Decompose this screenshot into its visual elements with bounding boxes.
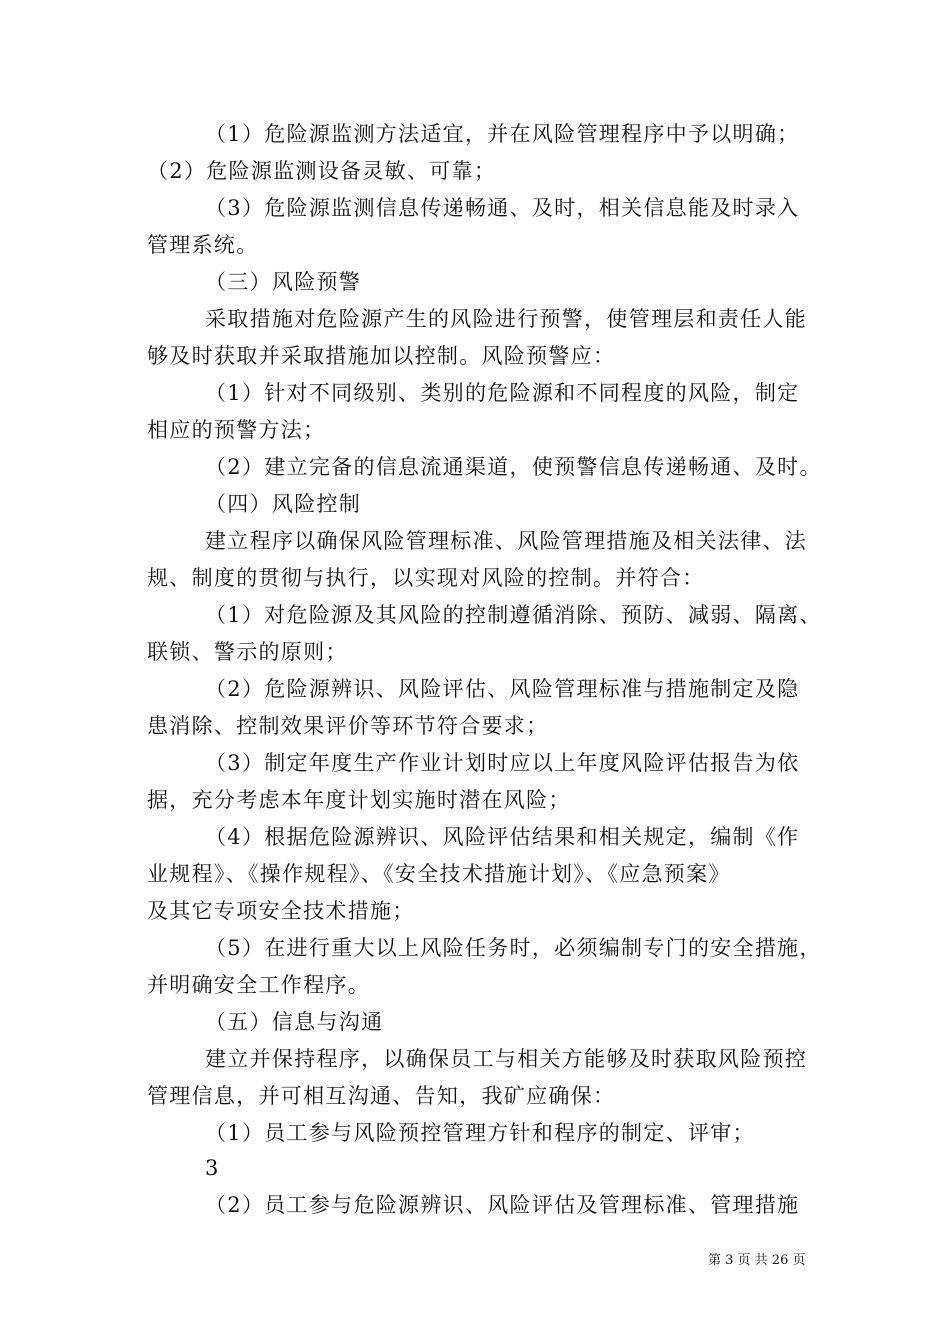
text-line: （2）危险源监测设备灵敏、可靠；: [147, 159, 497, 183]
text-line: 建立程序以确保风险管理标准、风险管理措施及相关法律、法: [205, 529, 808, 553]
section-heading: （四）风险控制: [205, 492, 362, 516]
text-line: （3）危险源监测信息传递畅通、及时，相关信息能及时录入: [205, 196, 800, 220]
text-line: 建立并保持程序，以确保员工与相关方能够及时获取风险预控: [205, 1047, 808, 1071]
text-line: 相应的预警方法；: [147, 418, 326, 442]
text-line: （3）制定年度生产作业计划时应以上年度风险评估报告为依: [205, 751, 800, 775]
text-line: 采取措施对危险源产生的风险进行预警，使管理层和责任人能: [205, 307, 808, 331]
section-heading: （三）风险预警: [205, 270, 362, 294]
text-line: 及其它专项安全技术措施；: [147, 899, 415, 923]
text-line: （4）根据危险源辨识、风险评估结果和相关规定，编制《作: [205, 825, 800, 849]
text-line: （2）危险源辨识、风险评估、风险管理标准与措施制定及隐: [205, 677, 800, 701]
text-line: （1）危险源监测方法适宜，并在风险管理程序中予以明确；: [205, 122, 800, 146]
text-line: （1）员工参与风险预控管理方针和程序的制定、评审；: [205, 1121, 755, 1145]
text-line: （1）对危险源及其风险的控制遵循消除、预防、减弱、隔离、: [205, 603, 822, 627]
inline-page-number: 3: [205, 1156, 220, 1180]
text-line: （1）针对不同级别、类别的危险源和不同程度的风险，制定: [205, 381, 800, 405]
text-line: 据，充分考虑本年度计划实施时潜在风险；: [147, 788, 571, 812]
text-line: 联锁、警示的原则；: [147, 640, 348, 664]
text-line: 管理信息，并可相互沟通、告知，我矿应确保：: [147, 1084, 616, 1108]
text-line: 业规程》、《操作规程》、《安全技术措施计划》、《应急预案》: [147, 862, 731, 886]
page-footer: 第 3 页 共 26 页: [708, 1253, 806, 1268]
text-line: 够及时获取并采取措施加以控制。风险预警应：: [147, 344, 616, 368]
text-line: 患消除、控制效果评价等环节符合要求；: [147, 714, 549, 738]
text-line: 并明确安全工作程序。: [147, 973, 370, 997]
text-line: （2）建立完备的信息流通渠道，使预警信息传递畅通、及时。: [205, 455, 822, 479]
text-line: 管理系统。: [147, 233, 259, 257]
text-line: （5）在进行重大以上风险任务时，必须编制专门的安全措施，: [205, 936, 822, 960]
text-line: （2）员工参与危险源辨识、风险评估及管理标准、管理措施: [205, 1193, 800, 1217]
section-heading: （五）信息与沟通: [205, 1010, 384, 1034]
text-line: 规、制度的贯彻与执行，以实现对风险的控制。并符合：: [147, 566, 705, 590]
